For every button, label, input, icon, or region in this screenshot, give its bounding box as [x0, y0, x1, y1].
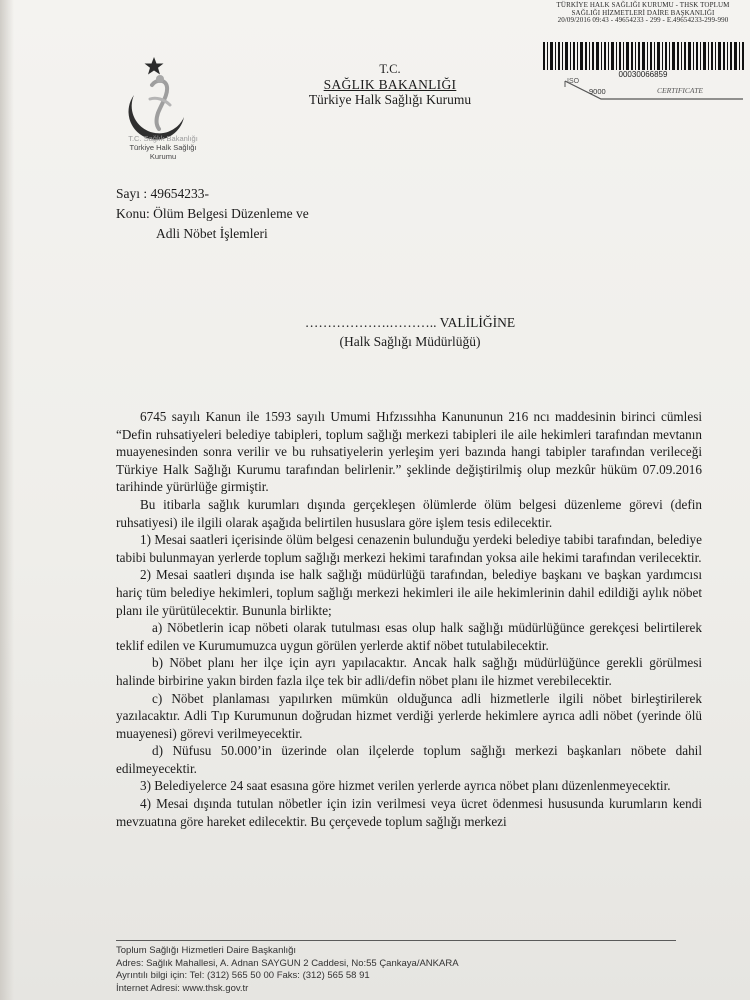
- konu-row: [116, 204, 309, 224]
- barcode-number: 00030066859: [618, 70, 668, 79]
- footer-divider: [116, 940, 676, 941]
- subject-block: [116, 184, 309, 244]
- logo-caption: [108, 134, 218, 161]
- stamp-line1: TÜRKİYE HALK SAĞLIĞI KURUMU - THSK TOPLUM: [556, 1, 730, 9]
- footer: [116, 945, 459, 995]
- konu-label: Konu:: [116, 206, 150, 221]
- footer-contact: Ayrıntılı bilgi için: Tel: (312) 565 50 00 Faks: (312) 565 58 91: [116, 970, 370, 981]
- sayi-value: : 49654233-: [143, 186, 210, 201]
- addressee-block: [260, 313, 560, 351]
- footer-address: Adres: Sağlık Mahallesi, A. Adnan SAYGUN 2 Caddesi, No:55 Çankaya/ANKARA: [116, 957, 459, 969]
- paragraph: d) Nüfusu 50.000’in üzerinde olan ilçelerde toplum sağlığı merkezi başkanları nöbete dahil edilmeyecektir.: [116, 743, 702, 776]
- stamp-header: [537, 2, 749, 25]
- footer-website: İnternet Adresi: www.thsk.gov.tr: [116, 982, 249, 994]
- header-tc: T.C.: [379, 62, 401, 76]
- page-edge-shadow: [0, 0, 14, 1000]
- logo-caption-line2: Türkiye Halk Sağlığı: [129, 143, 197, 152]
- document-stamp: [537, 2, 749, 102]
- sayi-row: [116, 184, 309, 204]
- logo-caption-line1: T.C. Sağlık Bakanlığı: [128, 134, 198, 143]
- addressee-line1: ……………….……….. VALİLİĞİNE: [304, 315, 516, 330]
- paragraph: c) Nöbet planlaması yapılırken mümkün olduğunca adli hizmetlerle ilgili nöbet birleştirilerek yazılacaktır. Adli Tıp Kurumunun doğrudan hizmet verdiği yerlerde hekimlere ayrıca adli nöbet (yerinde ölü muayenesi) görevi verilmeyecektir.: [116, 690, 702, 741]
- iso-label: ISO: [567, 78, 580, 85]
- header-institution: Türkiye Halk Sağlığı Kurumu: [308, 92, 472, 107]
- paragraph: b) Nöbet planı her ilçe için ayrı yapılacaktır. Ancak halk sağlığı müdürlüğünce gerekli görülmesi halinde birbirine yakın birden fazla ilçe tek bir adli/defin nöbet planı ile hizmet verebilecektir.: [116, 655, 702, 688]
- stamp-line3: 20/09/2016 09:43 - 49654233 - 299 - E.49654233-299-990: [557, 16, 729, 24]
- konu-line2: Adli Nöbet İşlemleri: [156, 226, 268, 241]
- organization-header: [300, 62, 480, 107]
- sayi-label: Sayı: [116, 186, 141, 201]
- paragraph: a) Nöbetlerin icap nöbeti olarak tutulması esas olup halk sağlığı müdürlüğünce gerekçesi belirtilerek teklif edilen ve Kurumumuzca uygun görülen yerlerde aktif nöbet tutulabilecektir.: [116, 620, 702, 653]
- header-ministry: SAĞLIK BAKANLIĞI: [323, 77, 457, 92]
- konu-line1: Ölüm Belgesi Düzenleme ve: [153, 206, 309, 221]
- logo-caption-line3: Kurumu: [149, 152, 177, 161]
- paragraph: 1) Mesai saatleri içerisinde ölüm belgesi cenazenin bulunduğu yerdeki belediye tabibi tarafından, belediye tabibi bulunmayan yerlerde toplum sağlığı merkezi hekimi tarafından yoksa aile hekimi tarafından verilecektir.: [116, 532, 702, 565]
- letter-body: [116, 408, 702, 830]
- paragraph: 3) Belediyelerce 24 saat esasına göre hizmet verilen yerlerde ayrıca nöbet planı düzenlenmeyecektir.: [140, 778, 671, 794]
- stamp-line2: SAĞLIĞI HİZMETLERİ DAİRE BAŞKANLIĞI: [571, 8, 715, 17]
- footer-department: Toplum Sağlığı Hizmetleri Daire Başkanlığı: [116, 945, 297, 956]
- paragraph: 4) Mesai dışında tutulan nöbetler için izin verilmesi veya ücret ödenmesi hususunda kurumların kendi mevzuatına göre hareket edilecektir. Bu çerçevede toplum sağlığı merkezi: [116, 796, 702, 829]
- addressee-line2: (Halk Sağlığı Müdürlüğü): [339, 334, 481, 349]
- certificate-label: CERTIFICATE: [657, 86, 703, 95]
- paragraph: 6745 sayılı Kanun ile 1593 sayılı Umumi Hıfzıssıhha Kanununun 216 ncı maddesinin birinci cümlesi “Defin ruhsatiyeleri belediye tabipleri, toplum sağlığı merkezi tabipleri ile aile hekimleri tarafından mevtanın muayenesinden sonra verilir ve bu ruhsatiyelerin yerleşim yeri bazında hangi tabipler tarafından verileceği Türkiye Halk Sağlığı Kurumu tarafından belirlenir.” şeklinde değiştirilmiş olup mezkûr hüküm 07.09.2016 tarihinde yürürlüğe girmiştir.: [116, 409, 702, 495]
- iso-number: 9000: [589, 87, 606, 96]
- paragraph: Bu itibarla sağlık kurumları dışında gerçekleşen ölümlerde ölüm belgesi düzenleme görevi (defin ruhsatiyesi) ile ilgili olarak aşağıda belirtilen hususlara göre işlem tesis edilecektir.: [116, 496, 702, 530]
- paragraph: 2) Mesai saatleri dışında ise halk sağlığı müdürlüğü tarafından, belediye başkanı ve başkan yardımcısı hariç tüm belediye hekimleri, toplum sağlığı merkezi hekimleri ile aile hekimlerinin dahil edildiği aylık nöbet planı ile yürütülecektir. Bununla birlikte;: [116, 567, 702, 618]
